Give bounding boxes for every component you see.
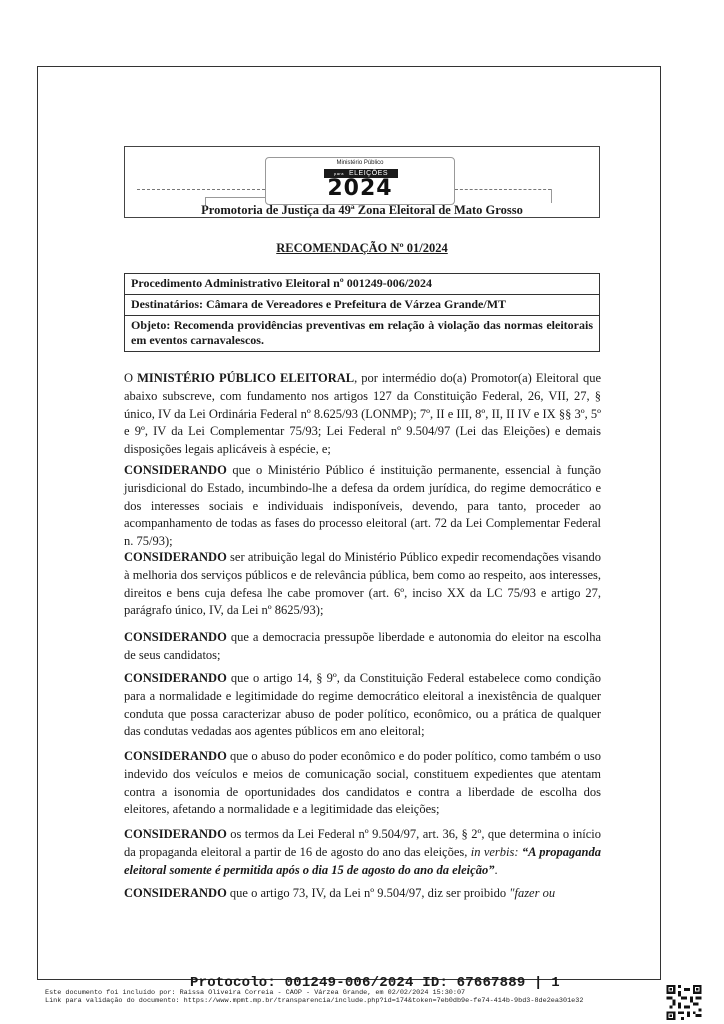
decorative-line [455,189,551,190]
paragraph-considerando: CONSIDERANDO que o artigo 14, § 9º, da Constituição Federal estabelece como condição para a normalidade e legitimidade do regime democrático eleitoral a inexistência de qualquer conduta que possa caracterizar abuso de poder político, econômico, ou a prática de qualquer das condutas vedadas aos agentes públicos em ano eleitoral; [124,671,601,739]
destinatarios-row: Destinatários: Câmara de Vereadores e Prefeitura de Várzea Grande/MT [125,295,599,316]
footer-protocol: Protocolo: 001249-006/2024 ID: 67667889 | 1 [190,975,560,991]
logo-year: 2024 [327,176,393,201]
paragraph-considerando: CONSIDERANDO que o artigo 73, IV, da Lei nº 9.504/97, diz ser proibido "fazer ou [124,886,556,900]
paragraph-considerando: CONSIDERANDO que a democracia pressupõe liberdade e autonomia do eleitor na escolha de seus candidatos; [124,630,601,662]
logo-small-text: Ministério Público [336,160,384,166]
paragraph-considerando: CONSIDERANDO que o abuso do poder econômico e do poder político, como também o uso indevido dos veículos e meios de comunicação social, constituem expedientes que atentam contra a isonomia de oportunidades dos candidatos e contra a liberdade de escolha dos eleitores, afetando a normalidade e a legitimidade das eleições; [124,749,601,817]
paragraph-considerando: CONSIDERANDO que o Ministério Público é instituição permanente, essencial à função jurisdicional do Estado, incumbindo-lhe a defesa da ordem jurídica, do regime democrático e dos interesses sociais e individuais indisponíveis, devendo, para tanto, proceder ao acompanhamento de todas as fases do processo eleitoral (art. 72 da Lei Complementar Federal n. 75/93); [124,463,601,549]
elections-2024-logo [265,157,455,205]
letterhead-title: Promotoria de Justiça da 49ª Zona Eleitoral de Mato Grosso [201,203,523,217]
paragraph-considerando: CONSIDERANDO os termos da Lei Federal nº 9.504/97, art. 36, § 2º, que determina o início da propaganda eleitoral a partir de 16 de agosto do ano das eleições, in verbis: “A propaganda eleitoral somente é permitida após o dia 15 de agosto do ano da eleição”. [124,827,602,877]
paragraph-preamble: O MINISTÉRIO PÚBLICO ELEITORAL, por intermédio do(a) Promotor(a) Eleitoral que abaixo subscreve, com fundamento nos artigos 127 da Constituição Federal, 26, VII, 27, § único, IV da Lei Ordinária Federal nº 8.625/93 (LONMP); 7º, II e III, 8º, II, II IV e IX §§ 3º, 5º e 9º, IV da Lei Complementar 75/93; Lei Federal nº 9.504/97 (Lei das Eleições) e demais disposições legais aplicáveis à espécie, e; [124,371,602,457]
decorative-line [137,189,265,190]
document-title: RECOMENDAÇÃO Nº 01/2024 [276,241,448,255]
procedimento-row: Procedimento Administrativo Eleitoral nº 001249-006/2024 [125,274,599,295]
footer-validation-link[interactable]: Link para validação do documento: https://www.mpmt.mp.br/transparencia/include.php?id=174&token=7eb0db9e-fe74-414b-9bd3-8de2ea301e32 [45,997,584,1005]
qr-code-icon[interactable] [666,985,702,1020]
decorative-line [455,189,552,203]
info-box [124,273,600,352]
logo-bar-text: ELEIÇÕES [349,170,389,177]
logo-bar-prefix: para [333,171,344,176]
objeto-row: Objeto: Recomenda providências preventivas em relação à violação das normas eleitorais em eventos carnavalescos. [131,318,593,347]
letterhead [124,146,600,218]
paragraph-considerando: CONSIDERANDO ser atribuição legal do Ministério Público expedir recomendações visando à melhoria dos serviços públicos e de relevância pública, bem como ao respeito, aos interesses, direitos e bens cuja defesa lhe cabe promover (art. 6º, inciso XX da LC 75/93 e artigo 27, parágrafo único, IV, da Lei nº 8625/93); [124,550,601,618]
footer-included-by: Este documento foi incluído por: Raissa Oliveira Correia - CAOP - Várzea Grande, em 02/02/2024 15:30:07 [45,989,466,997]
